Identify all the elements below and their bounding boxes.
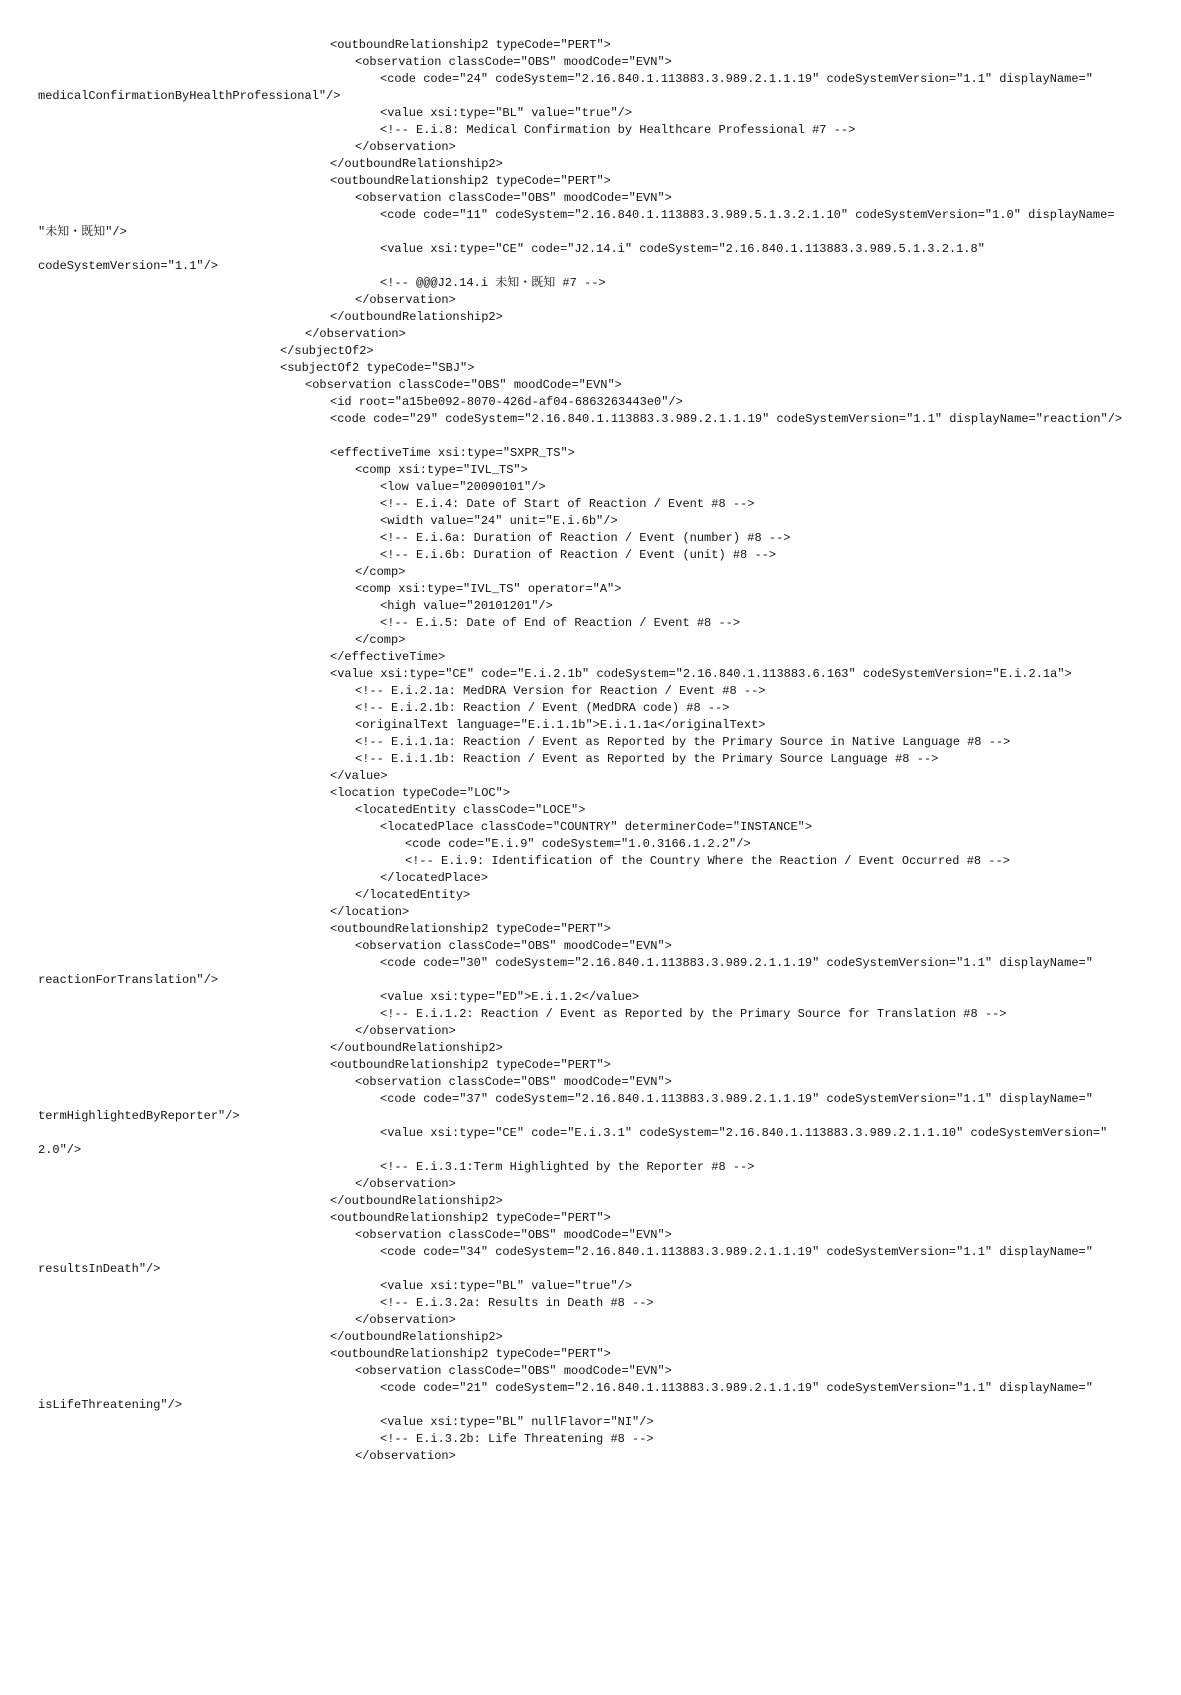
code-comment-line: <!-- E.i.2.1b: Reaction / Event (MedDRA code) #8 -->	[355, 701, 730, 715]
code-line: </observation>	[355, 1449, 456, 1463]
code-line: <value xsi:type="CE" code="E.i.3.1" codeSystem="2.16.840.1.113883.3.989.2.1.1.10" codeSystemVersion="	[380, 1126, 1108, 1140]
code-line: reactionForTranslation"/>	[38, 973, 219, 987]
code-line: <value xsi:type="BL" nullFlavor="NI"/>	[380, 1415, 654, 1429]
code-line: medicalConfirmationByHealthProfessional"/>	[38, 89, 341, 103]
code-line: </observation>	[355, 1177, 456, 1191]
code-line: <value xsi:type="BL" value="true"/>	[380, 106, 633, 120]
code-line: <effectiveTime xsi:type="SXPR_TS">	[330, 446, 575, 460]
code-line: <outboundRelationship2 typeCode="PERT">	[330, 38, 611, 52]
code-line: <value xsi:type="ED">E.i.1.2</value>	[380, 990, 640, 1004]
code-line: </observation>	[355, 293, 456, 307]
code-line: <code code="34" codeSystem="2.16.840.1.113883.3.989.2.1.1.19" codeSystemVersion="1.1" displayName="	[380, 1245, 1093, 1259]
code-line: <observation classCode="OBS" moodCode="EVN">	[355, 1364, 672, 1378]
code-line: <observation classCode="OBS" moodCode="EVN">	[355, 191, 672, 205]
code-line: isLifeThreatening"/>	[38, 1398, 183, 1412]
code-line: </observation>	[355, 1024, 456, 1038]
code-line: <outboundRelationship2 typeCode="PERT">	[330, 922, 611, 936]
code-comment-line: <!-- E.i.8: Medical Confirmation by Healthcare Professional #7 -->	[380, 123, 856, 137]
code-line: <subjectOf2 typeCode="SBJ">	[280, 361, 475, 375]
code-comment-line: <!-- E.i.6b: Duration of Reaction / Event (unit) #8 -->	[380, 548, 777, 562]
code-line: <value xsi:type="CE" code="J2.14.i" codeSystem="2.16.840.1.113883.3.989.5.1.3.2.1.8"	[380, 242, 985, 256]
code-line: <low value="20090101"/>	[380, 480, 546, 494]
code-line: </comp>	[355, 565, 406, 579]
code-line: <locatedPlace classCode="COUNTRY" determinerCode="INSTANCE">	[380, 820, 813, 834]
code-comment-line: <!-- @@@J2.14.i 未知・既知 #7 -->	[380, 276, 606, 290]
code-line: resultsInDeath"/>	[38, 1262, 161, 1276]
code-line: <code code="11" codeSystem="2.16.840.1.113883.3.989.5.1.3.2.1.10" codeSystemVersion="1.0" displayName=	[380, 208, 1115, 222]
code-line: </outboundRelationship2>	[330, 157, 503, 171]
code-line: <code code="21" codeSystem="2.16.840.1.113883.3.989.2.1.1.19" codeSystemVersion="1.1" displayName="	[380, 1381, 1093, 1395]
code-line: </value>	[330, 769, 388, 783]
code-line: </outboundRelationship2>	[330, 1041, 503, 1055]
code-comment-line: <!-- E.i.6a: Duration of Reaction / Event (number) #8 -->	[380, 531, 791, 545]
code-comment-line: <!-- E.i.3.2a: Results in Death #8 -->	[380, 1296, 654, 1310]
code-line: <code code="29" codeSystem="2.16.840.1.113883.3.989.2.1.1.19" codeSystemVersion="1.1" displayName="reaction"/>	[330, 412, 1123, 426]
code-line: <outboundRelationship2 typeCode="PERT">	[330, 1211, 611, 1225]
code-comment-line: <!-- E.i.2.1a: MedDRA Version for Reaction / Event #8 -->	[355, 684, 766, 698]
code-line: <outboundRelationship2 typeCode="PERT">	[330, 1058, 611, 1072]
code-line: </location>	[330, 905, 410, 919]
code-line: </locatedEntity>	[355, 888, 471, 902]
code-line: </outboundRelationship2>	[330, 1330, 503, 1344]
code-line: </subjectOf2>	[280, 344, 374, 358]
code-line: <width value="24" unit="E.i.6b"/>	[380, 514, 618, 528]
code-line: </observation>	[355, 140, 456, 154]
code-line: <id root="a15be092-8070-426d-af04-6863263443e0"/>	[330, 395, 683, 409]
code-line: </observation>	[305, 327, 406, 341]
code-line: codeSystemVersion="1.1"/>	[38, 259, 219, 273]
code-comment-line: <!-- E.i.1.2: Reaction / Event as Reported by the Primary Source for Translation #8 -->	[380, 1007, 1007, 1021]
code-line: <outboundRelationship2 typeCode="PERT">	[330, 174, 611, 188]
code-line: <comp xsi:type="IVL_TS">	[355, 463, 528, 477]
code-line: </outboundRelationship2>	[330, 310, 503, 324]
code-line: </outboundRelationship2>	[330, 1194, 503, 1208]
code-line: </effectiveTime>	[330, 650, 446, 664]
code-line: <code code="E.i.9" codeSystem="1.0.3166.1.2.2"/>	[405, 837, 751, 851]
code-line: 2.0"/>	[38, 1143, 82, 1157]
code-line: </observation>	[355, 1313, 456, 1327]
code-line: </comp>	[355, 633, 406, 647]
code-line: <code code="30" codeSystem="2.16.840.1.113883.3.989.2.1.1.19" codeSystemVersion="1.1" displayName="	[380, 956, 1093, 970]
code-comment-line: <!-- E.i.4: Date of Start of Reaction / Event #8 -->	[380, 497, 755, 511]
code-line: <code code="24" codeSystem="2.16.840.1.113883.3.989.2.1.1.19" codeSystemVersion="1.1" displayName="	[380, 72, 1093, 86]
code-line: termHighlightedByReporter"/>	[38, 1109, 240, 1123]
code-line: <observation classCode="OBS" moodCode="EVN">	[355, 939, 672, 953]
code-line: <locatedEntity classCode="LOCE">	[355, 803, 586, 817]
code-line: <value xsi:type="BL" value="true"/>	[380, 1279, 633, 1293]
code-line: </locatedPlace>	[380, 871, 489, 885]
code-comment-line: <!-- E.i.1.1a: Reaction / Event as Reported by the Primary Source in Native Language #8 -->	[355, 735, 1011, 749]
code-line: <comp xsi:type="IVL_TS" operator="A">	[355, 582, 622, 596]
code-line: <observation classCode="OBS" moodCode="EVN">	[305, 378, 622, 392]
code-comment-line: <!-- E.i.3.1:Term Highlighted by the Reporter #8 -->	[380, 1160, 755, 1174]
code-line: <outboundRelationship2 typeCode="PERT">	[330, 1347, 611, 1361]
code-line: "未知・既知"/>	[38, 225, 127, 239]
code-line: <code code="37" codeSystem="2.16.840.1.113883.3.989.2.1.1.19" codeSystemVersion="1.1" displayName="	[380, 1092, 1093, 1106]
code-comment-line: <!-- E.i.5: Date of End of Reaction / Event #8 -->	[380, 616, 741, 630]
code-line: <observation classCode="OBS" moodCode="EVN">	[355, 55, 672, 69]
code-comment-line: <!-- E.i.9: Identification of the Country Where the Reaction / Event Occurred #8 -->	[405, 854, 1010, 868]
code-line: <value xsi:type="CE" code="E.i.2.1b" codeSystem="2.16.840.1.113883.6.163" codeSystemVersion="E.i.2.1a">	[330, 667, 1072, 681]
code-line: <location typeCode="LOC">	[330, 786, 511, 800]
code-line: <observation classCode="OBS" moodCode="EVN">	[355, 1075, 672, 1089]
code-line: <observation classCode="OBS" moodCode="EVN">	[355, 1228, 672, 1242]
code-comment-line: <!-- E.i.1.1b: Reaction / Event as Reported by the Primary Source Language #8 -->	[355, 752, 939, 766]
code-line: <originalText language="E.i.1.1b">E.i.1.1a</originalText>	[355, 718, 766, 732]
code-line: <high value="20101201"/>	[380, 599, 553, 613]
code-comment-line: <!-- E.i.3.2b: Life Threatening #8 -->	[380, 1432, 654, 1446]
